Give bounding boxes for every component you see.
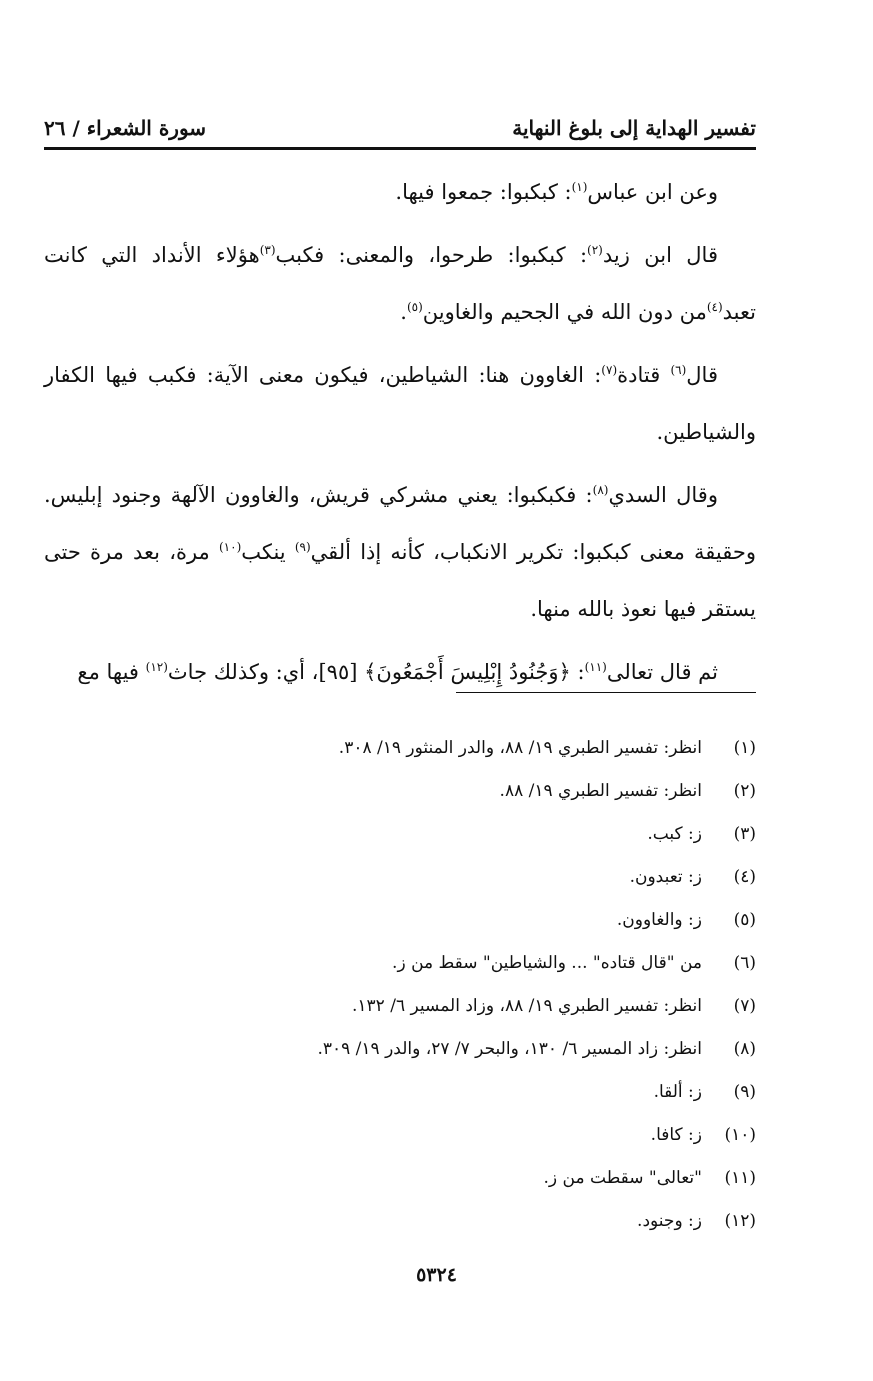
footnote-marker: (٣): [259, 243, 276, 257]
running-header: [44, 100, 756, 140]
text-segment: .: [400, 300, 407, 324]
text-segment: : كبكبوا: طرحوا، والمعنى: فكبب: [275, 243, 588, 267]
footnote-marker: (٤): [706, 300, 723, 314]
text-segment: قال ابن زيد: [602, 243, 718, 267]
footnote: [44, 941, 756, 984]
text-segment: هؤلاء الأنداد التي كانت تعبد: [44, 243, 756, 324]
footnote: [44, 812, 756, 855]
footnote-marker: (٦): [670, 363, 687, 377]
footnote: [44, 1156, 756, 1199]
page-number: ٥٣٢٤: [416, 1264, 457, 1286]
footnote-marker: (٢): [587, 243, 603, 257]
footnote: [44, 984, 756, 1027]
footnote-text: انظر: تفسير الطبري ١٩/ ٨٨.: [499, 780, 702, 801]
text-segment: : الغاوون هنا: الشياطين، فيكون معنى الآية: فكبب فيها الكفار والشياطين.: [44, 363, 756, 444]
text-segment: مرة، بعد مرة حتى يستقر فيها نعوذ بالله منها.: [44, 540, 756, 621]
footnote: [44, 898, 756, 941]
footnote-number: (٨): [733, 1038, 756, 1059]
footnote-number: (١٢): [724, 1210, 756, 1231]
footnote-text: انظر: زاد المسير ٦/ ١٣٠، والبحر ٧/ ٢٧، والدر ١٩/ ٣٠٩.: [317, 1038, 702, 1059]
text-segment: وقال السدي: [608, 483, 718, 507]
footnote-number: (٣): [733, 823, 756, 844]
text-segment: قتادة: [617, 363, 671, 387]
footnote-number: (٧): [733, 995, 756, 1016]
footnote-marker: (٩): [294, 540, 311, 554]
footnote-text: ز: كافا.: [650, 1124, 702, 1145]
footnote-text: ز: ألقا.: [653, 1081, 702, 1102]
text-segment: فيها مع: [77, 660, 146, 684]
text-segment: ينكب: [241, 540, 295, 564]
text-segment: : فكبكبوا: يعني مشركي قريش، والغاوون الآلهة وجنود إبليس. وحقيقة معنى كبكبوا: تكرير الانكباب، كأنه إذا ألقي: [44, 483, 756, 564]
footnote: [44, 1070, 756, 1113]
footnote: [44, 726, 756, 769]
footnote-marker: (٧): [601, 363, 618, 377]
footnote-text: ز: والغاوون.: [616, 909, 702, 930]
text-segment: : ﴿وَجُنُودُ إِبْلِيسَ أَجْمَعُونَ﴾ [٩٥]، أي: وكذلك جاث: [167, 660, 585, 684]
footnote-marker: (١١): [584, 660, 607, 674]
footnote: [44, 1027, 756, 1070]
footnote-marker: (١): [571, 180, 588, 194]
footnote-number: (٤): [733, 866, 756, 887]
footnote-text: ز: تعبدون.: [629, 866, 702, 887]
footnote-number: (٩): [733, 1081, 756, 1102]
footnote-number: (١٠): [724, 1124, 756, 1145]
footnote: [44, 769, 756, 812]
main-text: [44, 164, 756, 707]
footnote-number: (١): [733, 737, 756, 758]
footnote-text: ز: كبب.: [647, 823, 702, 844]
footnote-text: ز: وجنود.: [637, 1210, 702, 1231]
text-segment: وعن ابن عباس: [587, 180, 718, 204]
text-segment: من دون الله في الجحيم والغاوين: [422, 300, 707, 324]
footnote-text: انظر: تفسير الطبري ١٩/ ٨٨، والدر المنثور ١٩/ ٣٠٨.: [338, 737, 702, 758]
text-segment: : كبكبوا: جمعوا فيها.: [395, 180, 572, 204]
footnote-marker: (٨): [592, 483, 609, 497]
footnote-number: (١١): [724, 1167, 756, 1188]
footnote-text: انظر: تفسير الطبري ١٩/ ٨٨، وزاد المسير ٦/ ١٣٢.: [352, 995, 702, 1016]
header-rule: [44, 147, 756, 150]
footnote-number: (٢): [733, 780, 756, 801]
footnote-text: من "قال قتاده" ... والشياطين" سقط من ز.: [392, 952, 702, 973]
footnote-text: "تعالى" سقطت من ز.: [543, 1167, 702, 1188]
footnote-marker: (٥): [406, 300, 423, 314]
footnote: [44, 1113, 756, 1156]
text-segment: ثم قال تعالى: [606, 660, 718, 684]
footnote-marker: (١٢): [145, 660, 168, 674]
text-segment: قال: [686, 363, 718, 387]
paragraph: [44, 164, 756, 221]
footnote-number: (٥): [733, 909, 756, 930]
surah-label: سورة الشعراء / ٢٦: [44, 116, 207, 140]
book-title: تفسير الهداية إلى بلوغ النهاية: [512, 116, 756, 140]
paragraph: [44, 227, 756, 341]
footnotes-list: [44, 726, 756, 1242]
paragraph: [44, 467, 756, 638]
footnote: [44, 855, 756, 898]
footnote-number: (٦): [733, 952, 756, 973]
footnote: [44, 1199, 756, 1242]
footnote-marker: (١٠): [218, 540, 242, 554]
paragraph: [44, 347, 756, 461]
footnote-separator: [456, 692, 756, 693]
